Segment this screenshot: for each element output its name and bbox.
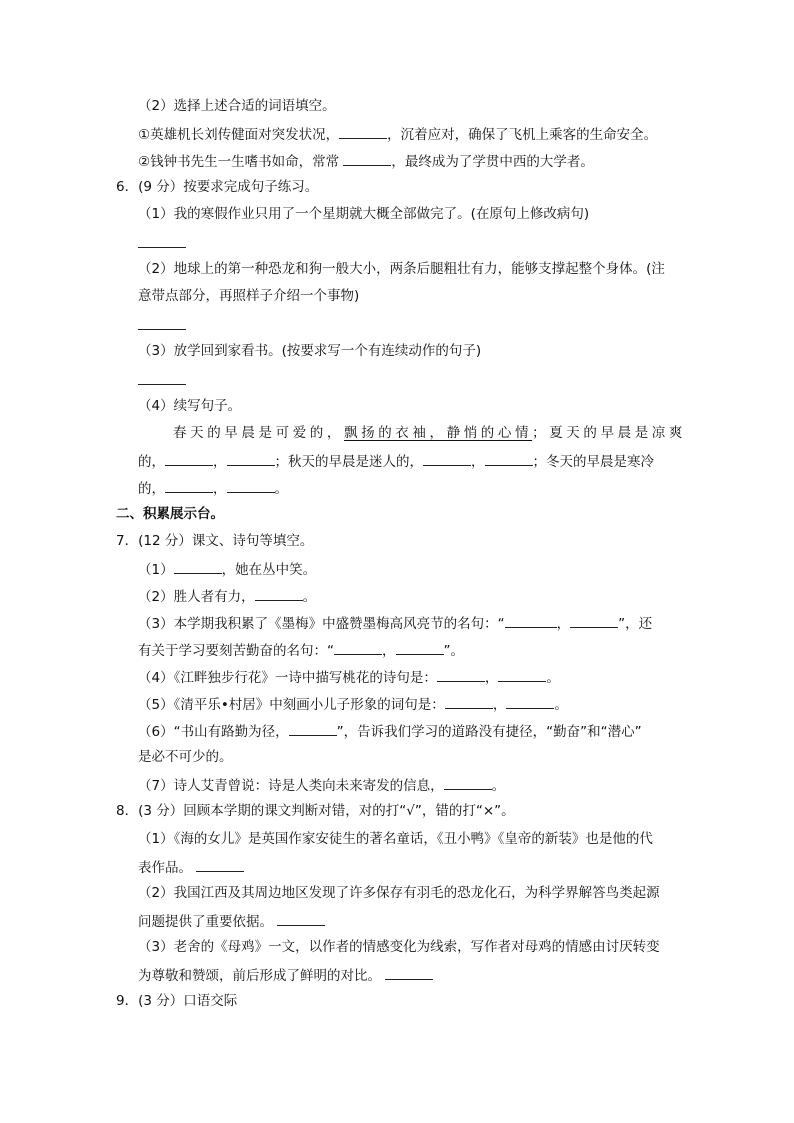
text: 。 bbox=[302, 589, 317, 605]
text: 有关于学习要刻苦勤奋的名句：“ bbox=[138, 643, 334, 659]
answer-blank[interactable] bbox=[444, 774, 492, 790]
text: ”。 bbox=[443, 643, 464, 659]
answer-blank[interactable] bbox=[289, 720, 337, 736]
q6-sub3: （3）放学回到家看书。(按要求写一个有连续动作的句子) bbox=[138, 343, 482, 359]
answer-blank[interactable] bbox=[343, 150, 391, 166]
text: 为尊敬和赞颂，前后形成了鲜明的对比。 bbox=[138, 968, 386, 984]
q8-sub2-line1: （2）我国江西及其周边地区发现了许多保存有羽毛的恐龙化石，为科学界解答鸟类起源 bbox=[138, 885, 660, 901]
answer-blank[interactable] bbox=[505, 612, 557, 628]
q7-sub5 bbox=[138, 693, 568, 715]
answer-blank[interactable] bbox=[277, 910, 325, 926]
text: ， bbox=[213, 481, 227, 497]
answer-blank[interactable] bbox=[227, 450, 275, 466]
q7-sub6-line2: 是必不可少的。 bbox=[138, 749, 233, 765]
answer-blank[interactable] bbox=[498, 666, 546, 682]
answer-blank[interactable] bbox=[339, 123, 387, 139]
q5-sub2: （2）选择上述合适的词语填空。 bbox=[138, 98, 336, 114]
passage-example-underlined: 飘扬的衣袖，静悄的心情 bbox=[344, 425, 533, 441]
text: ；冬天的早晨是寒冷 bbox=[532, 454, 654, 470]
q6-sub2-line1: （2）地球上的第一种恐龙和狗一般大小，两条后腿粗壮有力，能够支撑起整个身体。(注 bbox=[138, 261, 665, 277]
q6-title: 6．(9 分）按要求完成句子练习。 bbox=[116, 179, 319, 195]
answer-blank[interactable] bbox=[227, 477, 275, 493]
q6-sub1: （1）我的寒假作业只用了一个星期就大概全部做完了。(在原句上修改病句) bbox=[138, 206, 590, 222]
text: ， bbox=[471, 454, 485, 470]
q8-sub3-line1: （3）老舍的《母鸡》一文，以作者的情感变化为线索，写作者对母鸡的情感由讨厌转变 bbox=[138, 939, 660, 955]
answer-blank[interactable] bbox=[334, 639, 382, 655]
text: 。 bbox=[491, 778, 506, 794]
answer-line[interactable] bbox=[138, 383, 186, 385]
q7-title: 7．(12 分）课文、诗句等填空。 bbox=[116, 533, 314, 549]
text: ， bbox=[382, 643, 396, 659]
answer-line[interactable] bbox=[138, 328, 186, 330]
q5-item2-pre: ②钱钟书先生一生嗜书如命，常常 bbox=[138, 154, 344, 170]
answer-blank[interactable] bbox=[196, 856, 244, 872]
answer-blank[interactable] bbox=[437, 666, 485, 682]
text: 的， bbox=[138, 454, 165, 470]
text: （5）《清平乐•村居》中刻画小儿子形象的词句是： bbox=[138, 697, 445, 713]
answer-blank[interactable] bbox=[385, 964, 433, 980]
q6-passage-line3 bbox=[138, 477, 288, 499]
answer-blank[interactable] bbox=[174, 558, 222, 574]
answer-blank[interactable] bbox=[506, 693, 554, 709]
text: ；秋天的早晨是迷人的， bbox=[274, 454, 423, 470]
text: （7）诗人艾青曾说：诗是人类向未来寄发的信息， bbox=[138, 778, 444, 794]
q7-sub1 bbox=[138, 558, 316, 580]
text: ”，告诉我们学习的道路没有捷径，“勤奋”和“潜心” bbox=[336, 724, 642, 740]
text: ，她在丛中笑。 bbox=[221, 562, 317, 578]
text: 。 bbox=[274, 481, 288, 497]
q5-item1 bbox=[138, 123, 657, 145]
answer-blank[interactable] bbox=[396, 639, 444, 655]
text: 表作品。 bbox=[138, 860, 197, 876]
section-title: 二、积累展示台。 bbox=[116, 506, 224, 522]
text: （1） bbox=[138, 562, 174, 578]
text: ， bbox=[484, 670, 499, 686]
text: ， bbox=[213, 454, 227, 470]
text: 。 bbox=[546, 670, 560, 686]
passage-summer: ；夏天的早晨是凉爽 bbox=[532, 425, 687, 441]
answer-blank[interactable] bbox=[165, 450, 213, 466]
answer-blank[interactable] bbox=[485, 450, 533, 466]
q7-sub3-line2 bbox=[138, 639, 464, 661]
text: 。 bbox=[554, 697, 568, 713]
q7-sub4 bbox=[138, 666, 560, 688]
q8-sub3-line2 bbox=[138, 964, 433, 986]
q8-sub1-line2 bbox=[138, 856, 244, 878]
text: （3）本学期我积累了《墨梅》中盛赞墨梅高风亮节的名句：“ bbox=[138, 616, 505, 632]
answer-blank[interactable] bbox=[423, 450, 471, 466]
text: 的， bbox=[138, 481, 165, 497]
q8-sub1-line1: （1）《海的女儿》是英国作家安徒生的著名童话，《丑小鸭》《皇帝的新装》也是他的代 bbox=[138, 831, 653, 847]
q8-sub2-line2 bbox=[138, 910, 325, 932]
q5-item2-post: ，最终成为了学贯中西的大学者。 bbox=[391, 154, 594, 170]
answer-blank[interactable] bbox=[255, 585, 303, 601]
q5-item2 bbox=[138, 150, 594, 172]
answer-blank[interactable] bbox=[570, 612, 618, 628]
answer-blank[interactable] bbox=[445, 693, 493, 709]
q6-sub4: （4）续写句子。 bbox=[138, 398, 242, 414]
passage-spring: 春天的早晨是可爱的， bbox=[173, 425, 344, 441]
q5-item1-post: ，沉着应对，确保了飞机上乘客的生命安全。 bbox=[387, 127, 658, 143]
q6-passage-line1 bbox=[173, 423, 686, 443]
q8-title: 8．(3 分）回顾本学期的课文判断对错，对的打“√”，错的打“×”。 bbox=[116, 803, 515, 819]
q6-passage-line2 bbox=[138, 450, 654, 472]
text: （4）《江畔独步行花》一诗中描写桃花的诗句是： bbox=[138, 670, 437, 686]
q5-item1-pre: ①英雄机长刘传健面对突发状况， bbox=[138, 127, 340, 143]
answer-line[interactable] bbox=[138, 246, 186, 248]
answer-blank[interactable] bbox=[165, 477, 213, 493]
text: 问题提供了重要依据。 bbox=[138, 914, 278, 930]
q7-sub7 bbox=[138, 774, 505, 796]
text: ， bbox=[556, 616, 571, 632]
q7-sub3-line1 bbox=[138, 612, 652, 634]
text: ”，还 bbox=[618, 616, 653, 632]
text: （6）“书山有路勤为径， bbox=[138, 724, 289, 740]
text: （2）胜人者有力， bbox=[138, 589, 255, 605]
q7-sub6-line1 bbox=[138, 720, 642, 742]
q9-title: 9．(3 分）口语交际 bbox=[116, 993, 238, 1009]
q7-sub2 bbox=[138, 585, 316, 607]
text: ， bbox=[492, 697, 507, 713]
q6-sub2-line2: 意带点部分，再照样子介绍一个事物) bbox=[138, 288, 360, 304]
